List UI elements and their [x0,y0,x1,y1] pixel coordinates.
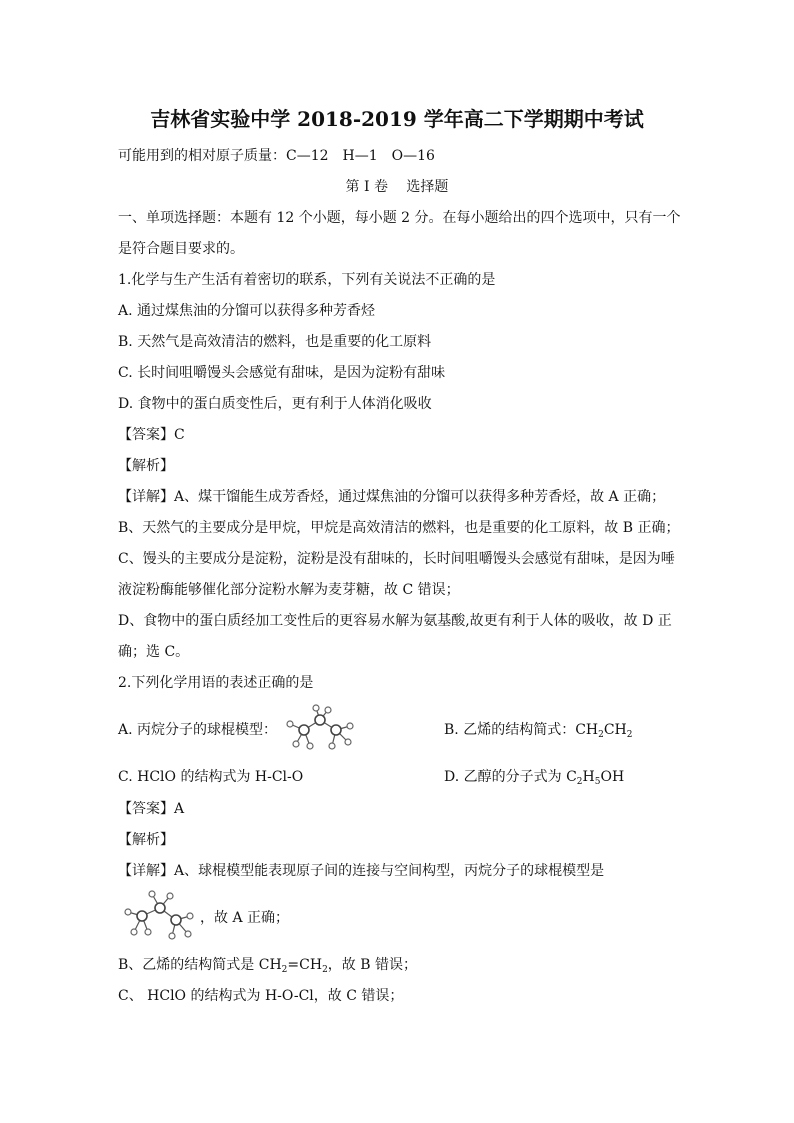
q2-option-c: C. HClO 的结构式为 H-Cl-O [118,769,304,785]
q2-answer: 【答案】A [118,801,185,817]
q2-analysis-label: 【解析】 [118,832,174,848]
q2-option-b: B. 乙烯的结构简式：$CH_2CH_2$ [444,722,633,740]
q2-detail-line: ，故 A 正确； [200,910,290,926]
section-title: 第 I 卷 选择题 [345,179,449,195]
q1-detail-line: 【详解】A、煤干馏能生成芳香烃，通过煤焦油的分馏可以获得多种芳香烃，故 A 正确； [118,489,666,505]
q2-detail-line: B、乙烯的结构简式是 $CH_2=CH_2$，故 B 错误； [118,957,417,975]
q1-detail-line: 确；选 C。 [118,644,190,660]
instruction-line-2: 是符合题目要求的。 [118,241,244,257]
q2-detail-line: 【详解】A、球棍模型能表现原子间的连接与空间构型，丙烷分子的球棍模型是 [118,863,605,879]
exam-title: 吉林省实验中学 2018-2019 学年高二下学期期中考试 [150,107,644,131]
q1-analysis-label: 【解析】 [118,458,174,474]
instruction-line-1: 一、单项选择题：本题有 12 个小题，每小题 2 分。在每小题给出的四个选项中，只有一个 [118,210,681,226]
q1-detail-line: D、食物中的蛋白质经加工变性后的更容易水解为氨基酸,故更有利于人体的吸收，故 D 正 [118,613,672,629]
q1-stem: 1.化学与生产生活有着密切的联系，下列有关说法不正确的是 [118,272,496,288]
atomic-mass-note: 可能用到的相对原子质量：C—12 H—1 O—16 [118,148,435,164]
q1-option-d: D. 食物中的蛋白质变性后，更有利于人体消化吸收 [118,396,432,412]
q1-option-c: C. 长时间咀嚼馒头会感觉有甜味，是因为淀粉有甜味 [118,365,446,381]
q1-option-b: B. 天然气是高效清洁的燃料，也是重要的化工原料 [118,334,432,350]
q1-detail-line: B、天然气的主要成分是甲烷，甲烷是高效清洁的燃料，也是重要的化工原料，故 B 正确； [118,520,680,536]
q2-detail-line: C、 HClO 的结构式为 H-O-Cl，故 C 错误； [118,988,404,1004]
q2-option-d: D. 乙醇的分子式为 $C_2H_5OH$ [444,769,625,787]
q1-detail-line: C、馒头的主要成分是淀粉，淀粉是没有甜味的，长时间咀嚼馒头会感觉有甜味，是因为唾 [118,551,675,567]
q1-answer: 【答案】C [118,427,185,443]
q2-stem: 2.下列化学用语的表述正确的是 [118,675,314,691]
q1-detail-line: 液淀粉酶能够催化部分淀粉水解为麦芽糖，故 C 错误； [118,582,460,598]
propane-ball-and-stick-model-icon [282,704,358,756]
q2-option-a: A. 丙烷分子的球棍模型： [118,722,278,738]
propane-ball-and-stick-model-icon [122,890,198,942]
q1-option-a: A. 通过煤焦油的分馏可以获得多种芳香烃 [118,303,376,319]
